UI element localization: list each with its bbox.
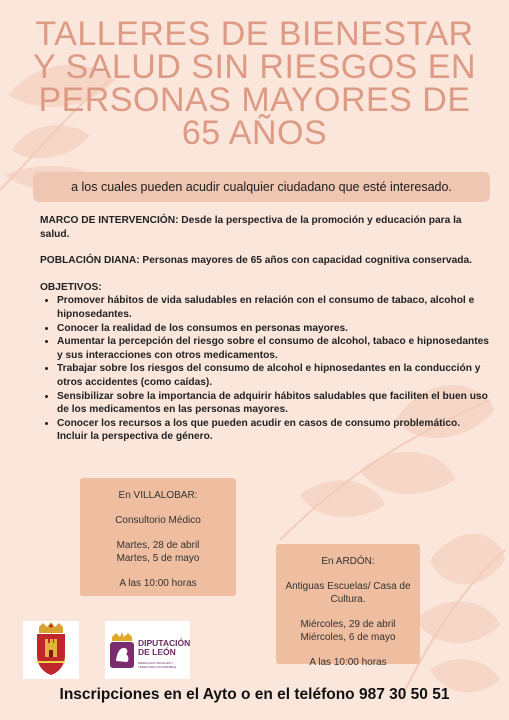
coat-of-arms-icon — [23, 621, 79, 679]
diputacion-leon-logo — [105, 621, 190, 679]
list-item: • Sensibilizar sobre la importancia de adquirir hábitos saludables que faciliten el buen uso de los medicamentos en las personas mayores. — [57, 390, 490, 417]
villalobar-place: En VILLALOBAR: — [118, 490, 198, 501]
ardon-time: A las 10:00 horas — [309, 657, 387, 668]
title-line: PERSONAS MAYORES DE — [38, 81, 471, 119]
list-item: • Trabajar sobre los riesgos del consumo de alcohol e hipnosedantes en la conducción y otros accidentes (como caídas). — [57, 362, 490, 389]
ardon-venue-2: Cultura. — [330, 594, 366, 605]
list-item: • Promover hábitos de vida saludables en relación con el consumo de tabaco, alcohol e hipnosedantes. — [57, 294, 490, 321]
villalobar-info-box — [80, 478, 236, 596]
footer-registration: Inscripciones en el Ayto o en el teléfono 987 30 50 51 — [59, 686, 450, 703]
title-line: 65 AÑOS — [181, 114, 328, 152]
diputacion-line-1: DIPUTACIÓN — [138, 638, 191, 648]
villalobar-date-2: Martes, 5 de mayo — [116, 553, 200, 564]
ardon-date-2: Miércoles, 6 de mayo — [300, 632, 396, 643]
villalobar-date-1: Martes, 28 de abril — [116, 540, 200, 551]
municipal-coat-of-arms-logo — [23, 621, 79, 679]
objetivos-heading: OBJETIVOS: — [40, 281, 102, 293]
diputacion-name — [138, 639, 190, 657]
content-body — [40, 214, 490, 444]
list-item: • Aumentar la percepción del riesgo sobre el consumo de alcohol, tabaco e hipnosedantes y sus interacciones con otros medicamentos. — [57, 335, 490, 362]
subtitle-banner — [33, 172, 490, 202]
ardon-venue-1: Antiguas Escuelas/ Casa de — [285, 581, 411, 592]
page-title — [0, 15, 509, 152]
list-item: • Conocer la realidad de los consumos en personas mayores. — [57, 322, 490, 336]
villalobar-time: A las 10:00 horas — [119, 578, 197, 589]
title-line: TALLERES DE BIENESTAR — [35, 15, 474, 53]
crown-lion-icon — [109, 631, 135, 669]
subtitle-text: a los cuales pueden acudir cualquier ciudadano que esté interesado. — [71, 180, 452, 194]
diputacion-department: DERECHOS SOCIALES Y TERRITORIO SOSTENIBLE — [138, 661, 177, 669]
marco-intervencion: MARCO DE INTERVENCIÓN: Desde la perspectiva de la promoción y educación para la salud. — [40, 215, 462, 240]
list-item: • Conocer los recursos a los que pueden acudir en casos de consumo problemático. — [57, 417, 490, 431]
title-line: Y SALUD SIN RIESGOS EN — [32, 48, 477, 86]
objetivos-list — [40, 294, 490, 430]
objetivos-extra: Incluir la perspectiva de género. — [57, 431, 213, 443]
ardon-info-box — [276, 544, 420, 668]
ardon-date-1: Miércoles, 29 de abril — [300, 619, 396, 630]
ardon-place: En ARDÓN: — [321, 556, 375, 567]
diputacion-line-2: DE LEÓN — [138, 647, 176, 657]
poblacion-diana: POBLACIÓN DIANA: Personas mayores de 65 años con capacidad cognitiva conservada. — [40, 255, 472, 267]
villalobar-venue: Consultorio Médico — [115, 515, 201, 526]
